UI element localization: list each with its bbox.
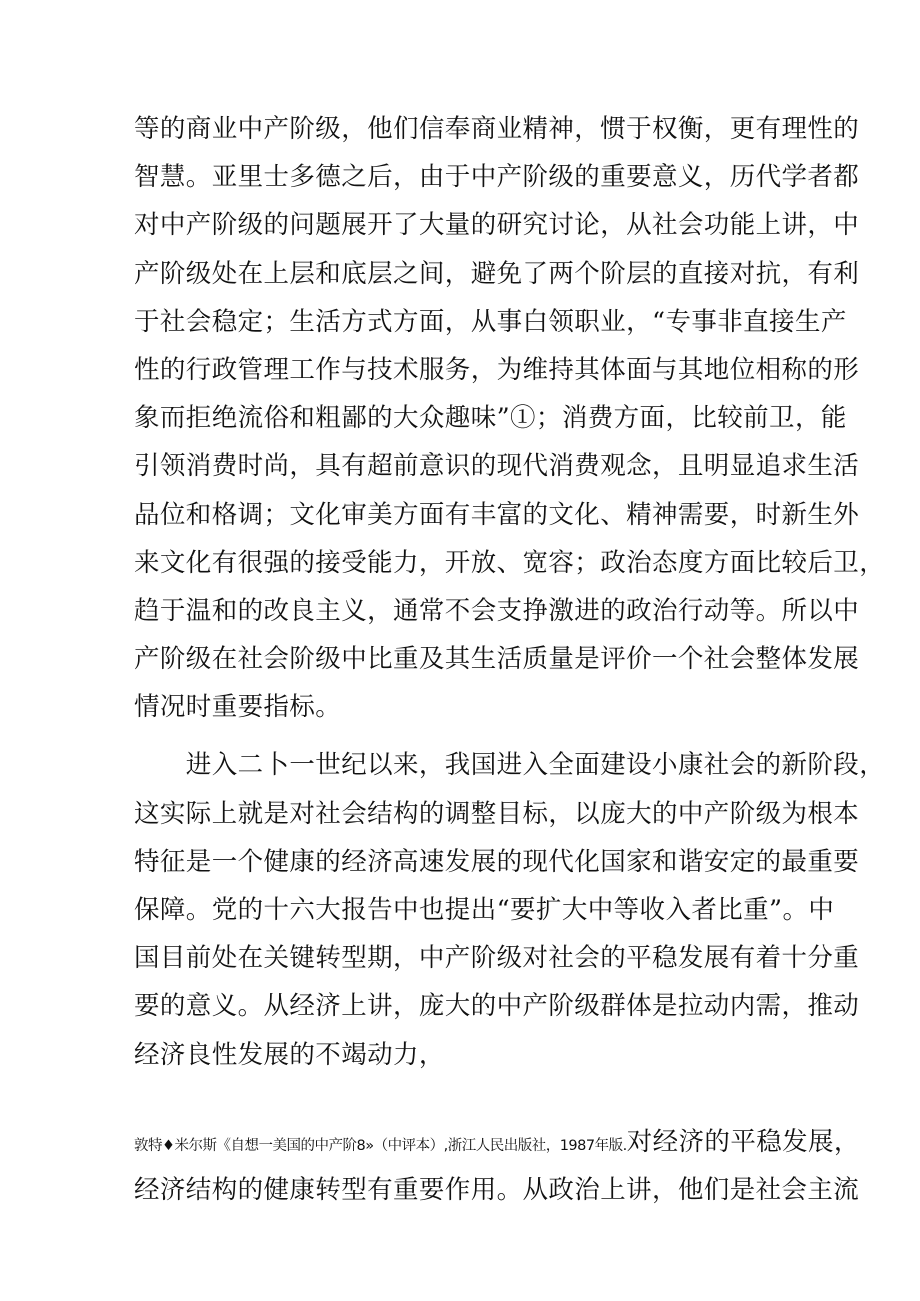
paragraph-2 <box>134 741 886 1078</box>
text-line: 产阶级处在上层和底层之间，避免了两个阶层的直接对抗，有利 <box>134 258 860 289</box>
footnote-line <box>134 1118 860 1166</box>
text-line: 特征是一个健康的经济高速发展的现代化国家和谐安定的最重要 <box>134 846 860 877</box>
text-line: 要的意义。从经济上讲，庞大的中产阶级群体是拉动内需，推动 <box>134 991 860 1022</box>
body-text <box>134 105 886 1079</box>
text-line: 情况时重要指标。 <box>134 692 342 723</box>
footer-continuation: 对经济的平稳发展， <box>626 1127 860 1157</box>
text-line: 保障。党的十六大报告中也提出“要扩大中等收入者比重”。中 <box>134 895 835 925</box>
text-line: 引领消费时尚，具有超前意识的现代消费观念，且明显追求生活 <box>134 451 860 482</box>
footer-block <box>134 1118 860 1214</box>
text-line: 这实际上就是对社会结构的调整目标，以庞大的中产阶级为根本 <box>134 798 860 829</box>
footnote-citation: 敦特♦米尔斯《自想一美国的中产阶8»（中评本）,浙江人民出版社，1987年版. <box>134 1138 627 1154</box>
text-line: 进入二卜一世纪以来，我国进入全面建设小康社会的新阶段， <box>134 750 886 781</box>
text-line: 象而拒绝流俗和粗鄙的大众趣味”①；消费方面，比较前卫，能 <box>134 403 847 434</box>
text-line: 经济良性发展的不竭动力， <box>134 1039 445 1070</box>
text-line: 趋于温和的改良主义，通常不会支挣激进的政治行动等。所以中 <box>134 595 860 626</box>
text-line: 等的商业中产阶级，他们信奉商业精神，惯于权衡，更有理性的 <box>134 114 860 144</box>
paragraph-1 <box>134 105 886 731</box>
text-line: 经济结构的健康转型有重要作用。从政治上讲，他们是社会主流 <box>134 1175 860 1205</box>
text-line: 智慧。亚里士多德之后，由于中产阶级的重要意义，历代学者都 <box>134 162 860 193</box>
text-line: 性的行政管理工作与技术服务，为维持其体面与其地位相称的形 <box>134 354 860 385</box>
text-line: 产阶级在社会阶级中比重及其生活质量是评价一个社会整体发展 <box>134 644 860 675</box>
text-line: 对中产阶级的问题展开了大量的研究讨论，从社会功能上讲，中 <box>134 210 860 241</box>
text-line: 于社会稳定；生活方式方面，从事白领职业，“专事非直接生产 <box>134 306 847 337</box>
text-line: 国目前处在关键转型期，中产阶级对社会的平稳发展有着十分重 <box>134 943 860 974</box>
paragraph-gap <box>134 731 794 741</box>
text-line: 来文化有很强的接受能力，开放、宽容；政治态度方面比较后卫， <box>134 547 886 578</box>
text-line: 品位和格调；文化审美方面有丰富的文化、精神需要，时新生外 <box>134 499 860 530</box>
